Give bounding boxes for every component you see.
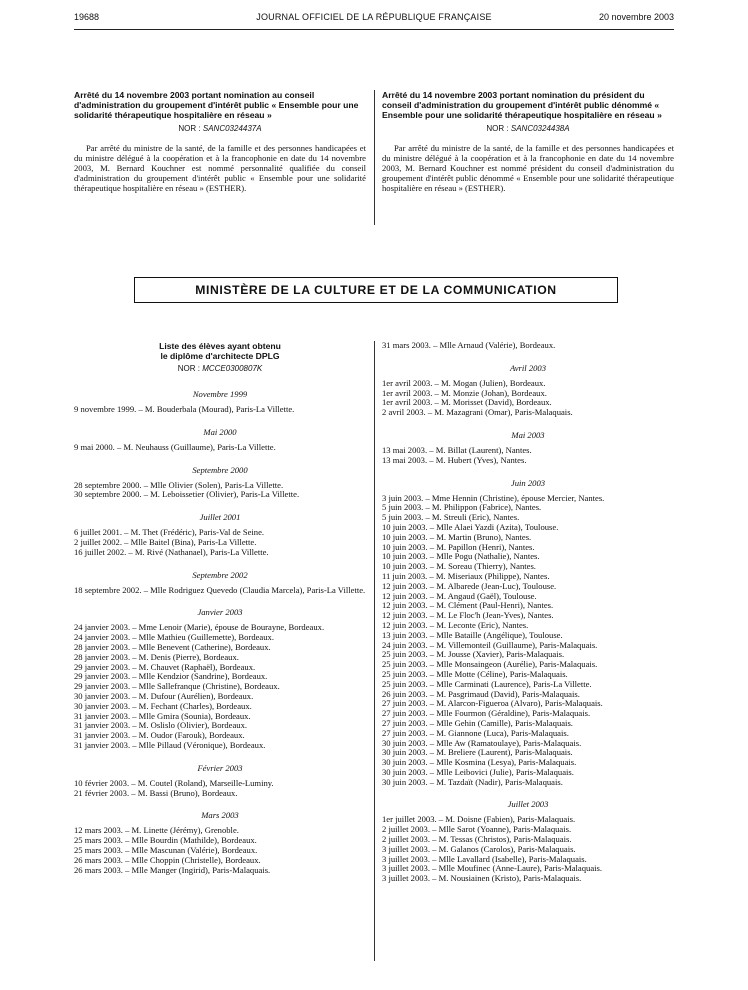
- list-entry: 3 juillet 2003. – M. Nousiainen (Kristo), Paris-Malaquais.: [382, 873, 582, 884]
- list-entry: 25 mars 2003. – Mlle Mascunan (Valérie), Bordeaux.: [74, 844, 258, 855]
- list-entry: 3 juin 2003. – Mme Hennin (Christine), épouse Mercier, Nantes.: [382, 492, 605, 503]
- list-entry: 12 juin 2003. – M. Angaud (Gaël), Toulouse.: [382, 590, 537, 601]
- list-entry: 31 janvier 2003. – M. Oudor (Farouk), Bordeaux.: [74, 730, 245, 741]
- decree-right-title: Arrêté du 14 novembre 2003 portant nomination du président du conseil d'administration du groupement d'intérêt public dénommé « Ensemble pour une solidarité thérapeutique hospitalière en réseau »: [382, 90, 662, 120]
- list-entry: 25 juin 2003. – M. Jousse (Xavier), Paris-Malaquais.: [382, 649, 565, 660]
- list-entry: 30 septembre 2000. – M. Leboissetier (Olivier), Paris-La Villette.: [74, 489, 300, 500]
- list-entry: 30 janvier 2003. – M. Fechant (Charles), Bordeaux.: [74, 700, 252, 711]
- month-heading: Juin 2003: [510, 477, 546, 488]
- list-entry: 10 juin 2003. – M. Papillon (Henri), Nantes.: [382, 541, 535, 552]
- left-sections: [74, 389, 366, 875]
- list-entry: 27 juin 2003. – Mlle Gehin (Camille), Paris-Malaquais.: [382, 717, 573, 728]
- month-heading: Mai 2000: [203, 426, 237, 437]
- right-sections: [382, 363, 674, 884]
- month-heading: Juillet 2001: [199, 512, 241, 523]
- decree-left-body: Par arrêté du ministre de la santé, de la famille et des personnes handicapées et du ministre délégué à la coopération et à la francophonie en date du 14 novembre 2003, M. Bernard Kouchner est nommé personnalité qualifiée du conseil d'administration du groupement d'intérêt public « Ensemble pour une solidarité thérapeutique hospitalière en réseau » (ESTHER).: [74, 143, 366, 193]
- list-entry: 2 juillet 2003. – M. Tessas (Christos), Paris-Malaquais.: [382, 834, 572, 845]
- list-entry: 28 janvier 2003. – M. Denis (Pierre), Bordeaux.: [74, 651, 239, 662]
- list-entry: 24 janvier 2003. – Mlle Mathieu (Guillemette), Bordeaux.: [74, 632, 274, 643]
- page-number: 19688: [74, 12, 100, 22]
- month-heading: Septembre 2002: [192, 569, 248, 580]
- list-entry: 29 janvier 2003. – Mlle Kendzior (Sandrine), Bordeaux.: [74, 671, 268, 682]
- list-entry: 24 juin 2003. – M. Villemonteil (Guillaume), Paris-Malaquais.: [382, 639, 598, 650]
- list-entry: 5 juin 2003. – M. Philippon (Fabrice), Nantes.: [382, 502, 542, 513]
- list-entry: 6 juillet 2001. – M. Thet (Frédéric), Paris-Val de Seine.: [74, 527, 265, 538]
- list-entry: 29 janvier 2003. – M. Chauvet (Raphaël), Bordeaux.: [74, 661, 256, 672]
- list-entry: 30 juin 2003. – Mlle Leibovici (Julie), Paris-Malaquais.: [382, 766, 574, 777]
- list-entry: 30 janvier 2003. – M. Dufour (Aurélien), Bordeaux.: [74, 690, 254, 701]
- list-entry: 26 juin 2003. – M. Pasgrimaud (David), Paris-Malaquais.: [382, 688, 580, 699]
- header-rule: [74, 29, 674, 30]
- list-entry: 29 janvier 2003. – Mlle Sallefranque (Christine), Bordeaux.: [74, 681, 280, 692]
- column-divider-bottom: [374, 341, 375, 961]
- list-entry: 10 juin 2003. – Mlle Alaei Yazdi (Azita), Toulouse.: [382, 521, 559, 532]
- list-entry: 5 juin 2003. – M. Streuli (Eric), Nantes.: [382, 512, 520, 523]
- list-entry: 27 juin 2003. – Mlle Fourmon (Géraldine), Paris-Malaquais.: [382, 708, 591, 719]
- list-entry: 30 juin 2003. – M. Tazdaït (Nadir), Paris-Malaquais.: [382, 776, 563, 787]
- list-entry: 10 juin 2003. – Mlle Pogu (Nathalie), Nantes.: [382, 551, 540, 562]
- list-entry: 9 novembre 1999. – M. Bouderbala (Mourad), Paris-La Villette.: [74, 404, 295, 414]
- diploma-list-right: [382, 341, 674, 884]
- list-entry: 2 juillet 2003. – Mlle Sarot (Yoanne), Paris-Malaquais.: [382, 824, 572, 835]
- issue-date: 20 novembre 2003: [598, 12, 674, 22]
- list-entry: 12 juin 2003. – M. Clément (Paul-Henri), Nantes.: [382, 600, 554, 611]
- column-divider-top: [374, 90, 375, 225]
- nor-label: NOR :: [486, 124, 509, 133]
- list-nor: [74, 364, 366, 373]
- list-entry: 31 janvier 2003. – M. Oslislo (Olivier), Bordeaux.: [74, 720, 248, 731]
- month-heading: Janvier 2003: [197, 607, 243, 618]
- list-entry: 25 mars 2003. – Mlle Bourdin (Mathilde), Bordeaux.: [74, 835, 257, 846]
- month-heading: Mai 2003: [511, 429, 545, 440]
- list-entry: 31 janvier 2003. – Mlle Gmira (Sounia), Bordeaux.: [74, 710, 251, 721]
- list-entry: 10 juin 2003. – M. Martin (Bruno), Nantes.: [382, 531, 532, 542]
- list-entry: 31 janvier 2003. – Mlle Pillaud (Véronique), Bordeaux.: [74, 739, 266, 750]
- list-entry: 30 juin 2003. – Mlle Kosmina (Lesya), Paris-Malaquais.: [382, 757, 577, 768]
- list-entry: 13 mai 2003. – M. Billat (Laurent), Nantes.: [382, 444, 532, 455]
- list-entry: 16 juillet 2002. – M. Rivé (Nathanael), Paris-La Villette.: [74, 546, 269, 557]
- decree-right-nor: [382, 124, 674, 133]
- list-entry: 10 février 2003. – M. Coutel (Roland), Marseille-Luminy.: [74, 777, 274, 788]
- list-entry: 12 juin 2003. – M. Le Floc'h (Jean-Yves), Nantes.: [382, 610, 554, 621]
- decree-left-nor: [74, 124, 366, 133]
- nor-label: NOR :: [178, 124, 201, 133]
- list-entry: 26 mars 2003. – Mlle Manger (Ingirid), Paris-Malaquais.: [74, 864, 271, 875]
- journal-title: JOURNAL OFFICIEL DE LA RÉPUBLIQUE FRANÇAISE: [256, 12, 492, 22]
- month-heading: Avril 2003: [509, 362, 547, 373]
- ministry-heading: MINISTÈRE DE LA CULTURE ET DE LA COMMUNICATION: [134, 277, 618, 303]
- list-entry: 25 juin 2003. – Mlle Motte (Céline), Paris-Malaquais.: [382, 668, 568, 679]
- list-entry: 13 juin 2003. – Mlle Bataille (Angélique), Toulouse.: [382, 629, 563, 640]
- month-heading: Février 2003: [197, 762, 243, 773]
- list-entry: 3 juillet 2003. – Mlle Lavallard (Isabelle), Paris-Malaquais.: [382, 853, 587, 864]
- list-entry: 1er avril 2003. – M. Mogan (Julien), Bordeaux.: [382, 377, 546, 388]
- nor-code: SANC0324437A: [202, 124, 262, 133]
- list-entry: 30 juin 2003. – M. Breliere (Laurent), Paris-Malaquais.: [382, 747, 573, 758]
- list-entry: 25 juin 2003. – Mlle Carminati (Laurence), Paris-La Villette.: [382, 678, 592, 689]
- list-entry: 31 mars 2003. – Mlle Arnaud (Valérie), Bordeaux.: [382, 340, 556, 350]
- diploma-list-left: [74, 341, 366, 875]
- list-entry: 28 janvier 2003. – Mlle Benevent (Catherine), Bordeaux.: [74, 641, 271, 652]
- list-entry: 27 juin 2003. – M. Giannone (Luca), Paris-Malaquais.: [382, 727, 569, 738]
- list-entry: 1er avril 2003. – M. Monzie (Johan), Bordeaux.: [382, 387, 547, 398]
- month-heading: Juillet 2003: [507, 799, 549, 810]
- list-title-line1: Liste des élèves ayant obtenu: [159, 341, 281, 351]
- decree-left: [74, 90, 366, 193]
- decree-left-title: Arrêté du 14 novembre 2003 portant nomination au conseil d'administration du groupement d'intérêt public « Ensemble pour une solidarité thérapeutique hospitalière en réseau »: [74, 90, 359, 120]
- list-entry: 10 juin 2003. – M. Soreau (Thierry), Nantes.: [382, 561, 536, 572]
- list-entry: 1er avril 2003. – M. Morisset (David), Bordeaux.: [382, 397, 552, 408]
- list-entry: 12 juin 2003. – M. Albarede (Jean-Luc), Toulouse.: [382, 580, 557, 591]
- list-entry: 25 juin 2003. – Mlle Monsaingeon (Aurélie), Paris-Malaquais.: [382, 659, 598, 670]
- nor-code: MCCE0300807K: [202, 364, 263, 373]
- list-title-line2: le diplôme d'architecte DPLG: [160, 351, 280, 361]
- list-entry: 26 mars 2003. – Mlle Choppin (Christelle), Bordeaux.: [74, 854, 261, 865]
- nor-code: SANC0324438A: [510, 124, 570, 133]
- list-entry: 9 mai 2000. – M. Neuhauss (Guillaume), Paris-La Villette.: [74, 441, 276, 452]
- list-entry: 3 juillet 2003. – M. Galanos (Carolos), Paris-Malaquais.: [382, 843, 576, 854]
- page-header: [74, 12, 674, 26]
- list-entry: 28 septembre 2000. – Mlle Olivier (Solen), Paris-La Villette.: [74, 479, 284, 490]
- list-entry: 21 février 2003. – M. Bassi (Bruno), Bordeaux.: [74, 787, 238, 798]
- list-entry: 12 juin 2003. – M. Leconte (Eric), Nantes.: [382, 619, 529, 630]
- list-entry: 2 juillet 2002. – Mlle Baitel (Bina), Paris-La Villette.: [74, 536, 257, 547]
- list-entry: 11 juin 2003. – M. Miseriaux (Philippe), Nantes.: [382, 570, 550, 581]
- list-entry: 18 septembre 2002. – Mlle Rodriguez Quevedo (Claudia Marcela), Paris-La Villette.: [74, 584, 366, 595]
- month-heading: Septembre 2000: [192, 464, 248, 475]
- nor-label: NOR :: [177, 364, 200, 373]
- month-heading: Novembre 1999: [192, 389, 248, 399]
- list-entry: 24 janvier 2003. – Mme Lenoir (Marie), épouse de Bourayne, Bordeaux.: [74, 622, 325, 633]
- list-entry: 3 juillet 2003. – Mlle Moufinec (Anne-Laure), Paris-Malaquais.: [382, 863, 603, 874]
- decree-right: [382, 90, 674, 193]
- list-entry: 27 juin 2003. – M. Alarcon-Figueroa (Alvaro), Paris-Malaquais.: [382, 698, 603, 709]
- list-entry: 2 avril 2003. – M. Mazagrani (Omar), Paris-Malaquais.: [382, 407, 573, 418]
- month-heading: Mars 2003: [201, 810, 239, 821]
- list-entry: 1er juillet 2003. – M. Doisne (Fabien), Paris-Malaquais.: [382, 814, 576, 825]
- decree-right-body: Par arrêté du ministre de la santé, de la famille et des personnes handicapées et du ministre délégué à la coopération et à la francophonie en date du 14 novembre 2003, M. Bernard Kouchner est nommé président du conseil d'administration du groupement d'intérêt public dénommé « Ensemble pour une solidarité thérapeutique hospitalière en réseau » (ESTHER).: [382, 143, 674, 193]
- list-entry: 30 juin 2003. – Mlle Aw (Ramatoulaye), Paris-Malaquais.: [382, 737, 582, 748]
- list-entry: 12 mars 2003. – M. Linette (Jérémy), Grenoble.: [74, 825, 239, 836]
- list-entry: 13 mai 2003. – M. Hubert (Yves), Nantes.: [382, 454, 527, 465]
